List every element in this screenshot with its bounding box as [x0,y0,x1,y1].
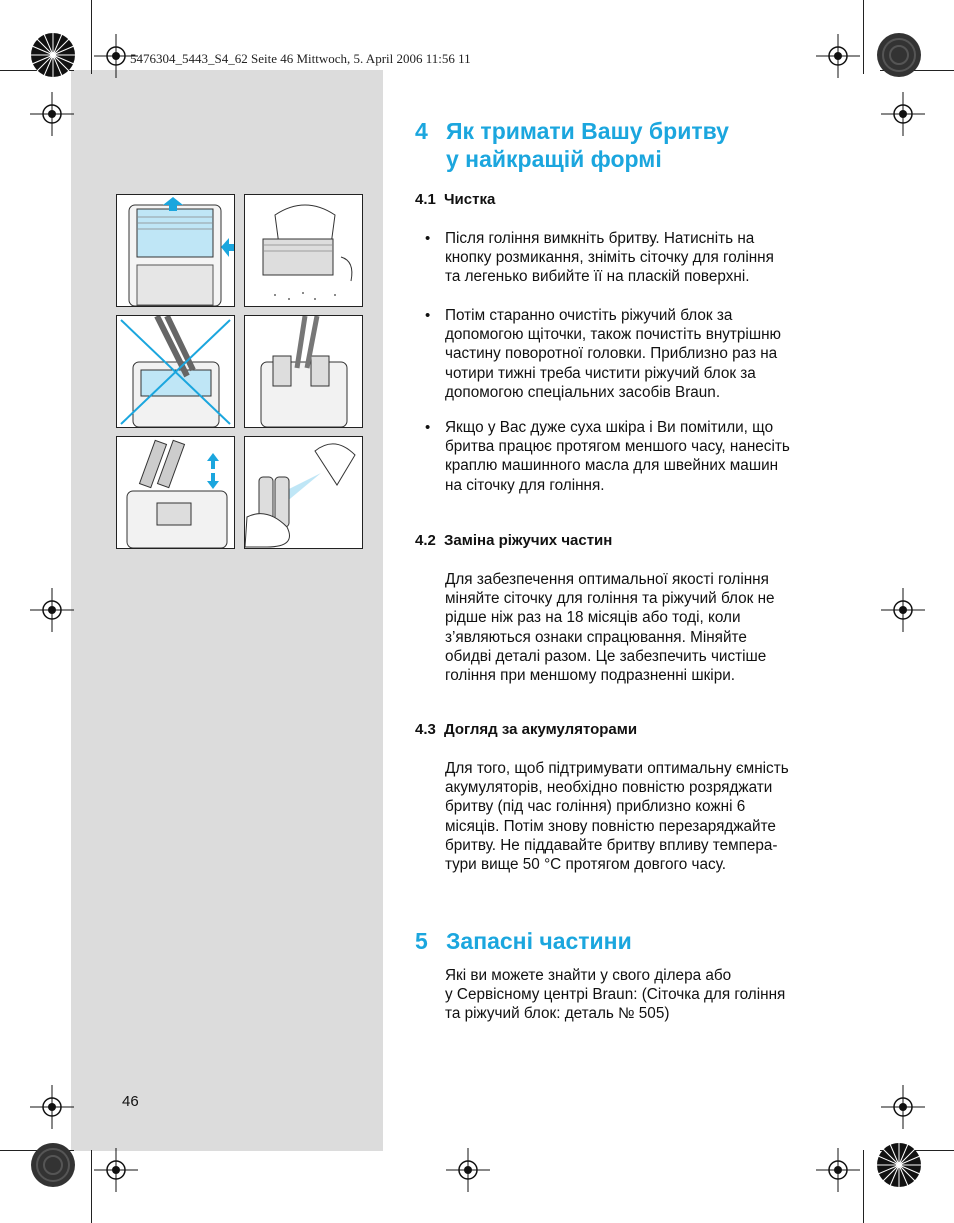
subsection-4-2-title: Заміна ріжучих частин [444,532,613,549]
color-wheel-icon [30,1142,76,1188]
registration-mark-icon [881,92,925,136]
figure-remove-foil [116,194,235,307]
subsection-4-3-number: 4.3 [415,721,436,738]
section-4-title-line1: Як тримати Вашу бритву [446,118,729,144]
subsection-4-1-heading [415,191,495,208]
crop-line [91,1150,92,1223]
cleaning-bullet-2 [445,306,845,402]
figure-tap-foil [244,194,363,307]
text-line: рідше ніж раз на 18 місяців або тоді, коли [445,609,741,627]
cleaning-bullet-1 [445,229,845,287]
subsection-4-3-heading [415,721,637,738]
text-line: тури вище 50 °C протягом довгого часу. [445,856,727,874]
text-line: гоління при меншому подразненні шкіри. [445,667,735,685]
crop-line [91,0,92,74]
replacement-paragraph [445,570,845,685]
figure-replace-cutter [116,436,235,549]
text-line: чотири тижні треба чистити ріжучий блок за [445,364,756,382]
color-wheel-icon [876,1142,922,1188]
text-line: допомогою щіточки, також почистіть внутрішню [445,326,782,344]
registration-mark-icon [881,1085,925,1129]
text-line: Для того, щоб підтримувати оптимальну ємність [445,760,789,777]
text-line: Які ви можете знайти у свого ділера або [445,967,732,984]
text-line: Для забезпечення оптимальної якості гоління [445,571,769,588]
text-line: з’являються ознаки спрацювання. Міняйте [445,628,747,646]
section-4-heading [415,117,729,173]
text-line: акумуляторів, необхідно повністю розряджати [445,779,773,797]
registration-mark-icon [30,92,74,136]
registration-mark-icon [30,588,74,632]
bullet-marker: • [425,419,431,436]
text-line: допомогою спеціальних засобів Braun. [445,383,721,401]
section-5-heading [415,927,632,955]
text-line: у Сервісному центрі Braun: (Сіточка для гоління [445,986,786,1004]
subsection-4-1-title: Чистка [444,191,496,208]
spare-parts-paragraph [445,966,845,1024]
crop-line [863,1150,864,1223]
figure-no-brush-on-foil [116,315,235,428]
registration-mark-icon [30,1085,74,1129]
registration-mark-icon [446,1148,490,1192]
section-5-number: 5 [415,928,428,954]
text-line: частину поворотної головки. Приблизно раз на [445,345,778,363]
text-line: та легенько вибийте її на пласкій поверхні. [445,268,750,286]
text-line: та ріжучий блок: деталь № 505) [445,1005,670,1023]
text-line: Потім старанно очистіть ріжучий блок за [445,307,733,324]
text-line: кнопку розмикання, зніміть сіточку для гоління [445,249,774,267]
text-line: бритву. Не піддавайте бритву впливу темпера- [445,836,778,854]
registration-mark-icon [94,1148,138,1192]
color-wheel-icon [30,32,76,78]
text-line: бритву (під час гоління) приблизно кожні 6 [445,798,746,816]
page-number: 46 [122,1093,139,1110]
registration-mark-icon [881,588,925,632]
registration-mark-icon [816,1148,860,1192]
print-header: 5476304_5443_S4_62 Seite 46 Mittwoch, 5. April 2006 11:56 11 [130,51,471,66]
color-wheel-icon [876,32,922,78]
figure-brush-cutter [244,315,363,428]
figure-oil-foil [244,436,363,549]
text-line: обидві деталі разом. Це забезпечить чистіше [445,647,767,665]
text-line: краплю машинного масла для швейних машин [445,457,779,475]
subsection-4-3-title: Догляд за акумуляторами [444,721,638,738]
section-4-title-line2: у найкращій формі [446,146,662,172]
subsection-4-2-number: 4.2 [415,532,436,549]
text-line: Якщо у Вас дуже суха шкіра і Ви помітили, що [445,419,774,436]
bullet-marker: • [425,307,431,324]
registration-mark-icon [816,34,860,78]
section-5-title: Запасні частини [446,928,632,954]
text-line: бритва працює протягом меншого часу, нанесіть [445,438,790,456]
subsection-4-2-heading [415,532,612,549]
text-line: місяців. Потім знову повністю перезаряджайте [445,817,776,835]
battery-paragraph [445,759,845,874]
text-line: міняйте сіточку для гоління та ріжучий блок не [445,590,775,608]
bullet-marker: • [425,230,431,247]
cleaning-bullet-3 [445,418,845,495]
text-line: на сіточку для гоління. [445,476,605,494]
text-line: Після гоління вимкніть бритву. Натисніть на [445,230,755,247]
subsection-4-1-number: 4.1 [415,191,436,208]
section-4-number: 4 [415,118,428,144]
crop-line [863,0,864,74]
